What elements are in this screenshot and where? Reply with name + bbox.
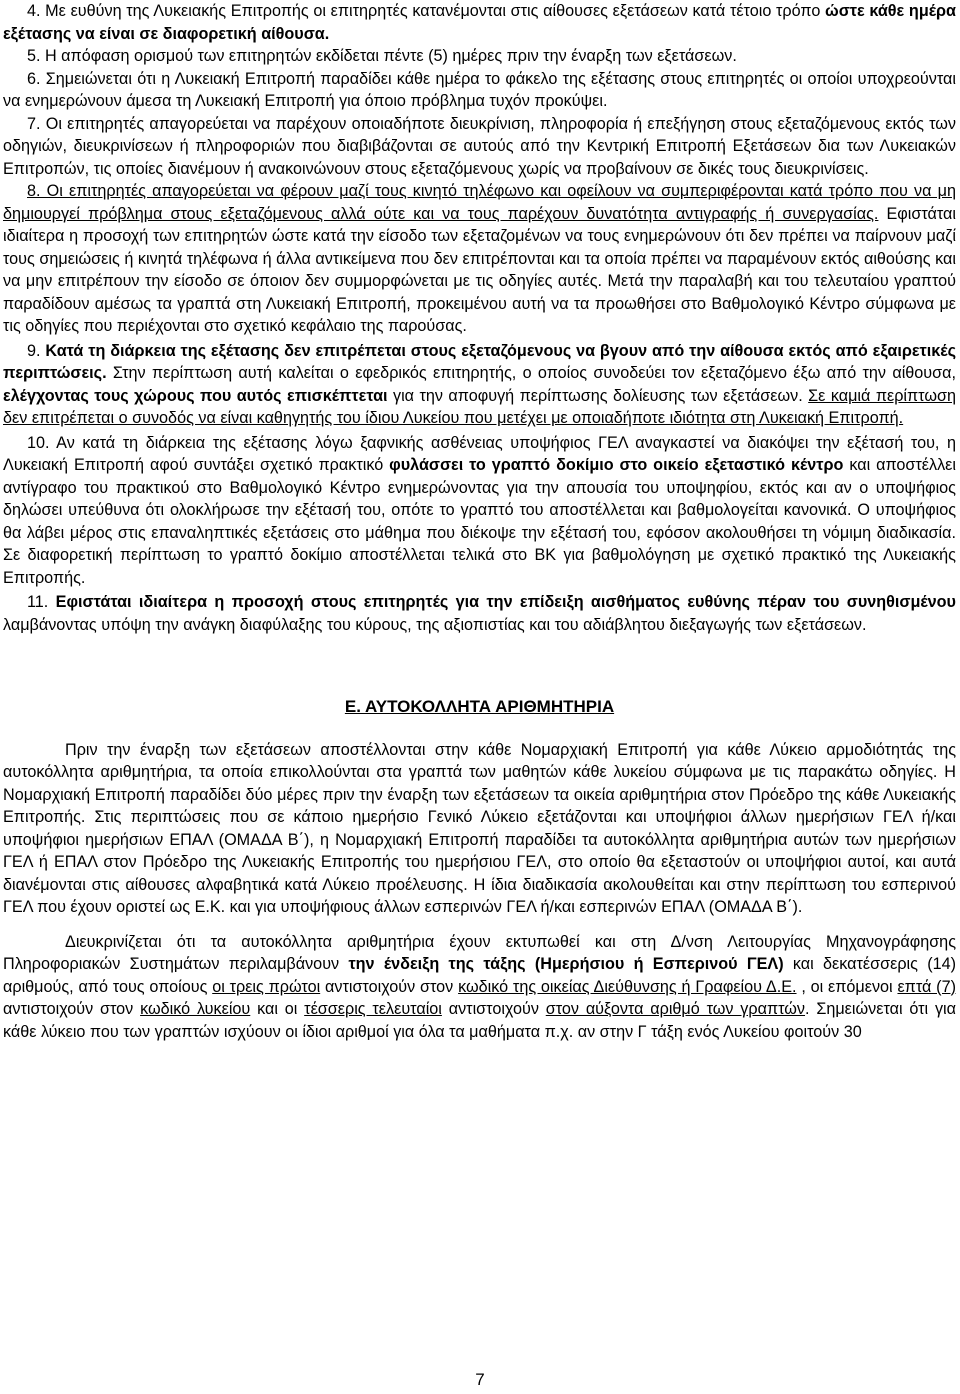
p11-number: 11. bbox=[27, 593, 56, 611]
p11-bold: Εφιστάται ιδιαίτερα η προσοχή στους επιτηρητές για την επίδειξη αισθήματος ευθύνης πέραν του συνηθισμένου bbox=[55, 593, 956, 611]
e2-text-m: αντιστοιχούν bbox=[441, 1000, 546, 1018]
e2-text-c: και δεκατέσσερις (14) αριθμούς, από τους οποίους bbox=[3, 955, 957, 996]
p9-underlined: Σε καμιά περίπτωση δεν επιτρέπεται ο συνοδός να είναι καθηγητής του ίδιου Λυκείου που μετέχει με οποιαδήποτε ιδιότητα στη Λυκειακή Επιτροπή. bbox=[3, 386, 956, 427]
p9-text: Στην περίπτωση αυτή καλείται ο εφεδρικός επιτηρητής, ο οποίος συνοδεύει τον εξεταζόμενο έξω από την αίθουσα, bbox=[106, 364, 956, 382]
e2-underlined-n: στον αύξοντα αριθμό των γραπτών bbox=[545, 1000, 806, 1018]
e2-underlined-l: τέσσερις τελευταίοι bbox=[304, 1000, 442, 1018]
e2-underlined-h: επτά (7) bbox=[897, 977, 956, 996]
paragraph-11 bbox=[3, 591, 956, 636]
p10-text-2: και αποστέλλει αντίγραφο του πρακτικού στο Βαθμολογικό Κέντρο ενημερώνοντας για την απουσία του υποψηφίου, εκτός και αν ο υποψήφιος δηλώσει υπεύθυνα ότι ολοκλήρωσε την εξέτασή του, οπότε το γραπτό του αποστέλλεται και βαθμολογείται κανονικά. Ο υποψήφιος θα λάβει μέρος στις επαναληπτικές εξετάσεις στο μάθημα που διέκοψε την εξέτασή του, εφόσον ακολουθήσει τη νόμιμη διαδικασία. Σε διαφορετική περίπτωση το γραπτό δοκίμιο αποστέλλεται τελικά στο ΒΚ για βαθμολόγηση με σχετικό πρακτικό της Λυκειακής Επιτροπής. bbox=[3, 456, 956, 587]
paragraph-4 bbox=[3, 0, 956, 45]
section-heading: Ε. ΑΥΤΟΚΟΛΛΗΤΑ ΑΡΙΘΜΗΤΗΡΙΑ bbox=[344, 697, 615, 716]
paragraph-10 bbox=[3, 432, 956, 590]
p9-text-2: για την αποφυγή περίπτωσης δολίευσης των εξετάσεων. bbox=[387, 386, 809, 405]
e2-underlined-d: οι τρεις πρώτοι bbox=[212, 977, 321, 996]
e2-text-e: αντιστοιχούν στον bbox=[320, 977, 459, 996]
paragraph-e2 bbox=[3, 931, 956, 1044]
p10-text: 10. Αν κατά τη διάρκεια της εξέτασης λόγω ξαφνικής ασθένειας υποψήφιος ΓΕΛ αναγκαστεί να διακόψει την εξέτασή του, η Λυκειακή Επιτροπή αφού συντάξει σχετικό πρακτικό bbox=[3, 433, 956, 474]
e2-underlined-f: κωδικό της οικείας Διεύθυνσης ή Γραφείου Δ.Ε. bbox=[458, 977, 797, 996]
p9-bold: Κατά τη διάρκεια της εξέτασης δεν επιτρέπεται στους εξεταζόμενους να βγουν από την αίθουσα εκτός από εξαιρετικές περιπτώσεις. bbox=[3, 341, 956, 382]
paragraph-9 bbox=[3, 340, 956, 430]
p9-bold-2: ελέγχοντας τους χώρους που αυτός επισκέπτεται bbox=[3, 386, 388, 405]
paragraph-6: 6. Σημειώνεται ότι η Λυκειακή Επιτροπή παραδίδει κάθε ημέρα το φάκελο της εξέτασης στους επιτηρητές οι οποίοι υποχρεούνται να ενημερώνουν άμεσα τη Λυκειακή Επιτροπή για όποιο πρόβλημα τυχόν προκύψει. bbox=[3, 69, 956, 110]
p8-underlined: 8. Οι επιτηρητές απαγορεύεται να φέρουν μαζί τους κινητό τηλέφωνο και οφείλουν να συμπεριφέρονται κατά τρόπο που να μη δημιουργεί πρόβλημα στους εξεταζόμενους αλλά ούτε και να τους παρέχουν δυνατότητα αντιγραφής ή συνεργασίας. bbox=[3, 182, 956, 223]
e2-text-o: . Σημειώνεται ότι για κάθε λύκειο που των γραπτών ισχύουν οι ίδιοι αριθμοί για όλα τα μαθήματα π.χ. αν στην Γ τάξη ενός Λυκείου φοιτούν 30 bbox=[3, 1000, 956, 1041]
paragraph-e1: Πριν την έναρξη των εξετάσεων αποστέλλονται στην κάθε Νομαρχιακή Επιτροπή για κάθε Λύκειο αρμοδιότητάς της αυτοκόλλητα αριθμητήρια, τα οποία επικολλούνται στα γραπτά των μαθητών κάθε λυκείου σύμφωνα με τις παρακάτω οδηγίες. Η Νομαρχιακή Επιτροπή παραδίδει δύο μέρες πριν την έναρξη των εξετάσεων τα οικεία αριθμητήρια στον Πρόεδρο της κάθε Λυκειακής Επιτροπής. Στις περιπτώσεις που σε κάποιο ημερήσιο Γενικό Λύκειο εξετάζονται και υποψήφιοι άλλων ημερήσιων ΓΕΛ ή/και υποψήφιοι ημερήσιων ΕΠΑΛ (ΟΜΑΔΑ Β΄), η Νομαρχιακή Επιτροπή παραδίδει τα αυτοκόλλητα αριθμητήρια αυτών των ημερήσιων ΓΕΛ ή ΕΠΑΛ στον Πρόεδρο της Λυκειακής Επιτροπής του ημερήσιου ΓΕΛ, στο οποίο θα εξεταστούν οι υποψήφιοι αυτοί, και αυτά διανέμονται στις αίθουσες αλφαβητικά κατά Λύκειο προέλευσης. Η ίδια διαδικασία ακολουθείται και στην περίπτωση του εσπερινού ΓΕΛ που έχουν οριστεί ως Ε.Κ. και για υποψήφιους άλλων εσπερινών ΓΕΛ ή/και εσπερινών ΕΠΑΛ (ΟΜΑΔΑ Β΄). bbox=[3, 740, 956, 916]
p10-bold: φυλάσσει το γραπτό δοκίμιο στο οικείο εξεταστικό κέντρο bbox=[389, 456, 844, 474]
p4-text: 4. Με ευθύνη της Λυκειακής Επιτροπής οι επιτηρητές κατανέμονται στις αίθουσες εξετάσεων κατά τέτοιο τρόπο bbox=[27, 2, 826, 20]
e2-underlined-j: κωδικό λυκείου bbox=[140, 1000, 251, 1018]
paragraph-7: 7. Οι επιτηρητές απαγορεύεται να παρέχουν οποιαδήποτε διευκρίνιση, πληροφορία ή επεξήγηση στους εξεταζόμενους εκτός των οδηγιών, διευκρινίσεων ή πληροφοριών που διαβιβάζονται σε αυτούς από την Κεντρική Επιτροπή Εξετάσεων δια των Λυκειακών Επιτροπών, τις οποίες διανέμουν ή ανακοινώνουν στους εξεταζόμενους χωρίς να προβαίνουν σε δικές τους διευκρινίσεις. bbox=[3, 114, 956, 178]
p11-text: λαμβάνοντας υπόψη την ανάγκη διαφύλαξης του κύρους, της αξιοπιστίας και του αδιάβλητου διεξαγωγής των εξετάσεων. bbox=[3, 615, 867, 634]
e2-text-a: Διευκρινίζεται ότι τα αυτοκόλλητα αριθμητήρια έχουν εκτυπωθεί και στη Δ/νση Λειτουργίας Μηχανογράφησης Πληροφοριακών Συστημάτων περιλαμβάνουν bbox=[3, 932, 956, 973]
paragraph-8 bbox=[3, 180, 956, 338]
e2-text-i: αντιστοιχούν στον bbox=[3, 1000, 141, 1018]
page-number: 7 bbox=[475, 1370, 485, 1389]
e2-text-k: και οι bbox=[250, 1000, 305, 1018]
paragraph-5: 5. Η απόφαση ορισμού των επιτηρητών εκδίδεται πέντε (5) ημέρες πριν την έναρξη των εξετάσεων. bbox=[27, 47, 737, 65]
e2-text-g: , οι επόμενοι bbox=[796, 977, 898, 996]
p8-text: Εφιστάται ιδιαίτερα η προσοχή των επιτηρητών ώστε κατά την είσοδο των εξεταζομένων να τους ενημερώνουν ότι δεν πρέπει να παίρνουν μαζί τους σημειώσεις ή κινητά τηλέφωνα ή άλλα αντικείμενα που δεν επιτρέπονται και τα οποία πρέπει να παραμένουν εκτός αιθούσης και να μην επιτρέπουν την είσοδο σε όποιον δεν συμμορφώνεται με τις οδηγίες αυτές. Μετά την παραλαβή και του τελευταίου γραπτού παραδίδουν αμέσως τα γραπτά στη Λυκειακή Επιτροπή, προκειμένου αυτή να τα προωθήσει στο Βαθμολογικό Κέντρο σύμφωνα με τις οδηγίες που περιέχονται στο σχετικό κεφάλαιο της παρούσας. bbox=[3, 204, 956, 335]
p4-bold: ώστε κάθε ημέρα εξέτασης να είναι σε διαφορετική αίθουσα. bbox=[3, 2, 956, 43]
e2-bold: την ένδειξη της τάξης (Ημερήσιου ή Εσπερινού ΓΕΛ) bbox=[348, 955, 784, 973]
p9-number: 9. bbox=[27, 341, 46, 360]
